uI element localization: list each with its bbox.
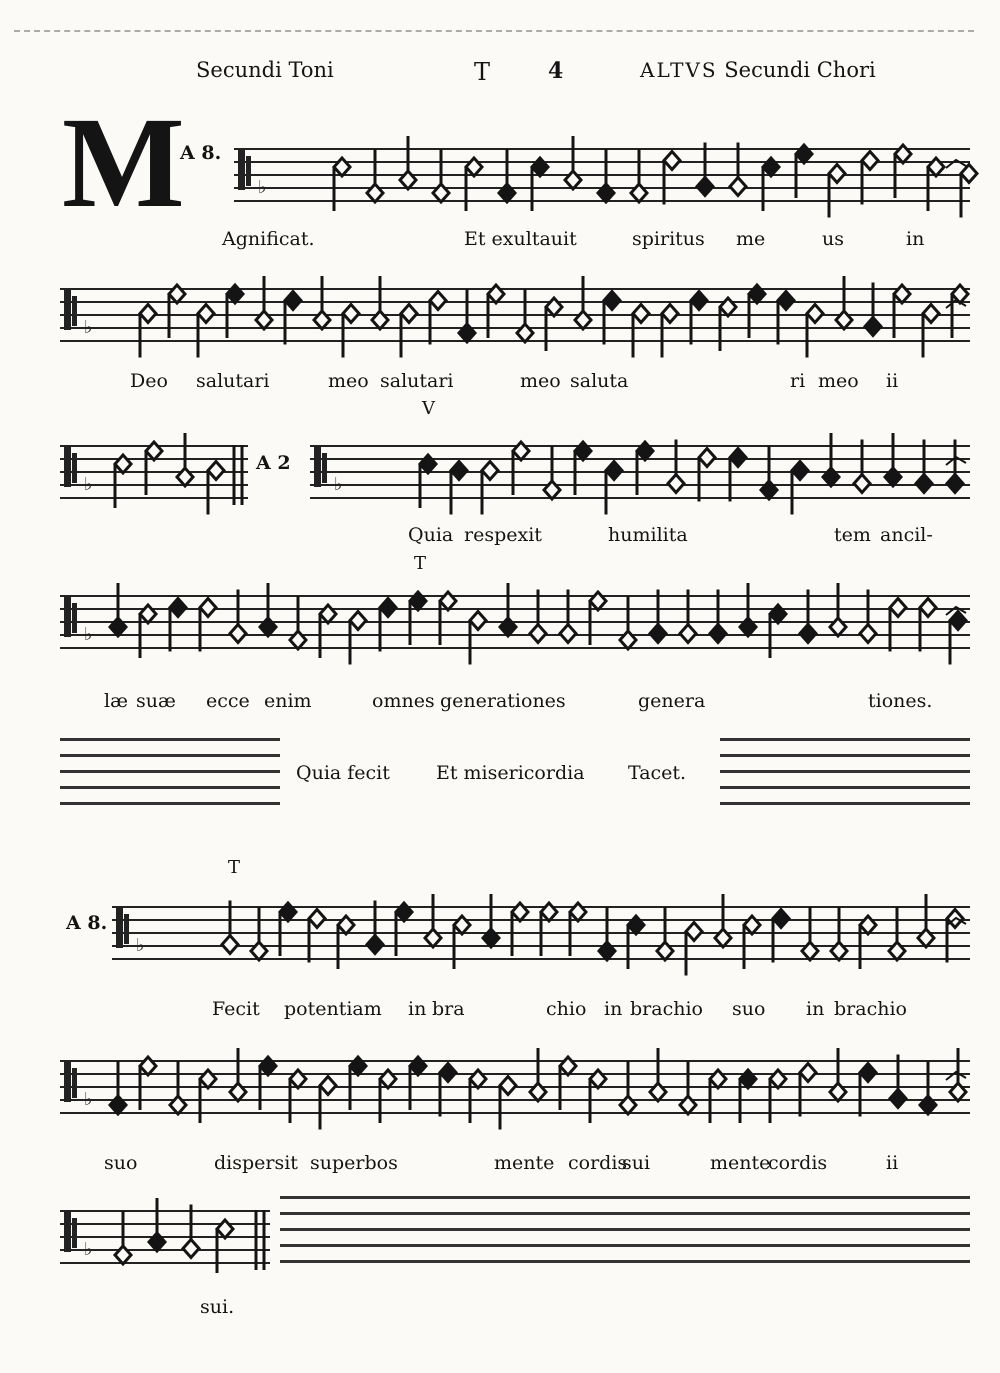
- open-note-icon: [230, 625, 246, 643]
- lyric: in: [906, 228, 925, 250]
- filled-note-icon: [280, 903, 296, 921]
- open-note-icon: [894, 285, 910, 303]
- lyric: in: [806, 998, 825, 1020]
- open-note-icon: [530, 625, 546, 643]
- open-note-icon: [425, 929, 441, 947]
- filled-note-icon: [763, 158, 779, 176]
- lyric: sui: [622, 1152, 651, 1174]
- tacet-lyric: Et misericordia: [436, 762, 585, 784]
- open-note-icon: [183, 1240, 199, 1258]
- open-note-icon: [720, 298, 736, 316]
- lyric: meo: [818, 370, 859, 392]
- tacet-mark: Tacet.: [628, 762, 687, 784]
- open-note-icon: [918, 929, 934, 947]
- open-note-icon: [631, 184, 647, 202]
- lyric: chio: [546, 998, 587, 1020]
- open-note-icon: [890, 599, 906, 617]
- open-note-icon: [544, 481, 560, 499]
- open-note-icon: [715, 929, 731, 947]
- staff-line-4: [60, 595, 970, 655]
- flat-icon: ♭: [136, 935, 145, 956]
- open-note-icon: [217, 1220, 233, 1238]
- clef-icon: [72, 453, 77, 483]
- staff-line-2: [60, 288, 970, 348]
- filled-note-icon: [604, 292, 620, 310]
- open-note-icon: [862, 152, 878, 170]
- lyric: suæ: [136, 690, 176, 712]
- open-note-icon: [744, 916, 760, 934]
- clef-icon: [64, 1062, 71, 1102]
- lyric: ancil-: [880, 524, 933, 546]
- open-note-icon: [115, 455, 131, 473]
- open-note-icon: [488, 285, 504, 303]
- open-note-icon: [770, 1070, 786, 1088]
- open-note-icon: [680, 1096, 696, 1114]
- open-note-icon: [146, 442, 162, 460]
- filled-note-icon: [710, 625, 726, 643]
- open-note-icon: [290, 1070, 306, 1088]
- notation-svg: [60, 1010, 970, 1170]
- clef-icon: [64, 290, 71, 330]
- open-note-icon: [140, 605, 156, 623]
- page-number: 4: [548, 58, 564, 84]
- open-note-icon: [860, 916, 876, 934]
- open-note-icon: [500, 1077, 516, 1095]
- clef-icon: [72, 603, 77, 633]
- filled-note-icon: [367, 936, 383, 954]
- filled-note-icon: [823, 468, 839, 486]
- open-note-icon: [314, 311, 330, 329]
- clef-icon: [238, 150, 245, 190]
- section-mark-t2: T: [228, 857, 241, 878]
- clef-icon: [64, 447, 71, 487]
- open-note-icon: [620, 631, 636, 649]
- filled-note-icon: [420, 455, 436, 473]
- flat-icon: ♭: [84, 1089, 93, 1110]
- notation-svg: [60, 545, 970, 705]
- notation-svg: [60, 1160, 270, 1320]
- filled-note-icon: [950, 612, 966, 630]
- filled-note-icon: [730, 449, 746, 467]
- staff-line-7: [60, 1210, 270, 1270]
- open-note-icon: [560, 1057, 576, 1075]
- open-note-icon: [170, 1096, 186, 1114]
- open-note-icon: [256, 311, 272, 329]
- tacet-staff-right: [720, 738, 970, 818]
- lyric: superbos: [310, 1152, 398, 1174]
- filled-note-icon: [350, 1057, 366, 1075]
- open-note-icon: [140, 305, 156, 323]
- open-note-icon: [807, 305, 823, 323]
- filled-note-icon: [800, 625, 816, 643]
- open-note-icon: [334, 158, 350, 176]
- choir-name: Secundi Chori: [724, 58, 876, 82]
- clef-icon: [72, 1218, 77, 1248]
- open-note-icon: [517, 324, 533, 342]
- lyric: ecce: [206, 690, 250, 712]
- open-note-icon: [590, 592, 606, 610]
- notation-svg: [60, 395, 248, 555]
- clef-icon: [72, 296, 77, 326]
- filled-note-icon: [410, 592, 426, 610]
- open-note-icon: [401, 305, 417, 323]
- lyric: in: [408, 998, 427, 1020]
- flat-icon: ♭: [84, 474, 93, 495]
- open-note-icon: [338, 916, 354, 934]
- filled-note-icon: [606, 462, 622, 480]
- filled-note-icon: [890, 1090, 906, 1108]
- tacet-staff-final: [280, 1196, 970, 1276]
- open-note-icon: [430, 292, 446, 310]
- open-note-icon: [920, 599, 936, 617]
- open-note-icon: [367, 184, 383, 202]
- open-note-icon: [513, 442, 529, 460]
- open-note-icon: [343, 305, 359, 323]
- lyric: dispersit: [214, 1152, 298, 1174]
- lyric: tem: [834, 524, 871, 546]
- open-note-icon: [664, 152, 680, 170]
- custos-icon: [946, 1072, 966, 1080]
- filled-note-icon: [285, 292, 301, 310]
- notation-svg: [234, 98, 970, 258]
- open-note-icon: [400, 171, 416, 189]
- custos-icon: [946, 160, 966, 168]
- open-note-icon: [200, 1070, 216, 1088]
- open-note-icon: [680, 625, 696, 643]
- filled-note-icon: [650, 625, 666, 643]
- open-note-icon: [570, 903, 586, 921]
- open-note-icon: [950, 1083, 966, 1101]
- filled-note-icon: [796, 145, 812, 163]
- filled-note-icon: [380, 599, 396, 617]
- lyric: meo: [328, 370, 369, 392]
- tacet-lyric: Quia fecit: [296, 762, 390, 784]
- open-note-icon: [530, 1083, 546, 1101]
- filled-note-icon: [749, 285, 765, 303]
- open-note-icon: [830, 1083, 846, 1101]
- filled-note-icon: [697, 178, 713, 196]
- filled-note-icon: [770, 605, 786, 623]
- open-note-icon: [470, 612, 486, 630]
- filled-note-icon: [260, 618, 276, 636]
- open-note-icon: [380, 1070, 396, 1088]
- lyric: sui.: [200, 1296, 235, 1318]
- lyric: mente: [494, 1152, 555, 1174]
- lyric: saluta: [570, 370, 629, 392]
- filled-note-icon: [149, 1233, 165, 1251]
- lyric: Deo: [130, 370, 168, 392]
- flat-icon: ♭: [84, 317, 93, 338]
- filled-note-icon: [860, 1064, 876, 1082]
- lyric: humilita: [608, 524, 688, 546]
- filled-note-icon: [740, 618, 756, 636]
- open-note-icon: [541, 903, 557, 921]
- clef-icon: [314, 447, 321, 487]
- lyric: bra: [432, 998, 465, 1020]
- open-note-icon: [546, 298, 562, 316]
- filled-note-icon: [459, 324, 475, 342]
- open-note-icon: [854, 475, 870, 493]
- voice-mark-3: A 8.: [66, 912, 108, 934]
- open-note-icon: [560, 625, 576, 643]
- filled-note-icon: [575, 442, 591, 460]
- filled-note-icon: [440, 1064, 456, 1082]
- filled-note-icon: [865, 318, 881, 336]
- open-note-icon: [575, 311, 591, 329]
- voice-name: ALTVS: [640, 58, 718, 82]
- voice-mark-2: A 2: [256, 452, 291, 474]
- filled-note-icon: [532, 158, 548, 176]
- lyric: salutari: [196, 370, 270, 392]
- lyric: salutari: [380, 370, 454, 392]
- open-note-icon: [889, 942, 905, 960]
- lyric: spiritus: [632, 228, 705, 250]
- open-note-icon: [208, 462, 224, 480]
- lyric: cordis: [568, 1152, 628, 1174]
- clef-icon: [116, 908, 123, 948]
- filled-note-icon: [691, 292, 707, 310]
- staff-line-3b: [310, 445, 970, 505]
- open-note-icon: [830, 618, 846, 636]
- open-note-icon: [200, 599, 216, 617]
- open-note-icon: [928, 158, 944, 176]
- open-note-icon: [802, 942, 818, 960]
- lyric: Quia: [408, 524, 454, 546]
- open-note-icon: [466, 158, 482, 176]
- filled-note-icon: [110, 618, 126, 636]
- open-note-icon: [309, 910, 325, 928]
- open-note-icon: [350, 612, 366, 630]
- lyric: Agnificat.: [222, 228, 315, 250]
- voice-mark-1: A 8.: [180, 142, 222, 164]
- lyric: brachio: [834, 998, 907, 1020]
- filled-note-icon: [920, 1096, 936, 1114]
- page-top-border: [14, 30, 974, 32]
- lyric: suo: [732, 998, 766, 1020]
- open-note-icon: [860, 625, 876, 643]
- lyric: genera: [638, 690, 706, 712]
- staff-line-5: [112, 906, 970, 966]
- filled-note-icon: [773, 910, 789, 928]
- open-note-icon: [590, 1070, 606, 1088]
- open-note-icon: [686, 923, 702, 941]
- lyric: us: [822, 228, 844, 250]
- clef-icon: [72, 1068, 77, 1098]
- clef-icon: [64, 597, 71, 637]
- open-note-icon: [169, 285, 185, 303]
- open-note-icon: [440, 592, 456, 610]
- staff-line-3a: [60, 445, 248, 505]
- open-note-icon: [320, 1077, 336, 1095]
- filled-note-icon: [451, 462, 467, 480]
- filled-note-icon: [260, 1057, 276, 1075]
- filled-note-icon: [916, 475, 932, 493]
- lyric: cordis: [768, 1152, 828, 1174]
- open-note-icon: [699, 449, 715, 467]
- flat-icon: ♭: [334, 474, 343, 495]
- filled-note-icon: [410, 1057, 426, 1075]
- filled-note-icon: [499, 184, 515, 202]
- lyric: læ: [104, 690, 128, 712]
- notation-svg: [112, 856, 970, 1016]
- filled-note-icon: [396, 903, 412, 921]
- open-note-icon: [320, 605, 336, 623]
- lyric: generationes: [440, 690, 566, 712]
- lyric: tiones.: [868, 690, 933, 712]
- open-note-icon: [620, 1096, 636, 1114]
- filled-note-icon: [885, 468, 901, 486]
- section-mark-t1: T: [414, 553, 427, 574]
- filled-note-icon: [740, 1070, 756, 1088]
- tone-title: Secundi Toni: [196, 58, 334, 82]
- open-note-icon: [730, 178, 746, 196]
- signature-letter: T: [474, 58, 491, 86]
- lyric: omnes: [372, 690, 435, 712]
- lyric: potentiam: [284, 998, 382, 1020]
- open-note-icon: [372, 311, 388, 329]
- section-mark-v: V: [422, 398, 435, 419]
- flat-icon: ♭: [84, 1239, 93, 1260]
- open-note-icon: [482, 462, 498, 480]
- open-note-icon: [290, 631, 306, 649]
- lyric: ri: [790, 370, 806, 392]
- open-note-icon: [961, 165, 977, 183]
- clef-icon: [246, 156, 251, 186]
- open-note-icon: [831, 942, 847, 960]
- lyric: respexit: [464, 524, 542, 546]
- filled-note-icon: [947, 475, 963, 493]
- open-note-icon: [454, 916, 470, 934]
- clef-icon: [64, 1212, 71, 1252]
- filled-note-icon: [598, 184, 614, 202]
- open-note-icon: [923, 305, 939, 323]
- open-note-icon: [222, 936, 238, 954]
- tacet-staff-left: [60, 738, 280, 818]
- clef-icon: [124, 914, 129, 944]
- lyric: ii: [886, 1152, 899, 1174]
- lyric: in: [604, 998, 623, 1020]
- open-note-icon: [657, 942, 673, 960]
- open-note-icon: [177, 468, 193, 486]
- lyric: suo: [104, 1152, 138, 1174]
- open-note-icon: [512, 903, 528, 921]
- open-note-icon: [251, 942, 267, 960]
- lyric: brachio: [630, 998, 703, 1020]
- flat-icon: ♭: [84, 624, 93, 645]
- filled-note-icon: [170, 599, 186, 617]
- filled-note-icon: [599, 942, 615, 960]
- initial-letter: M: [62, 91, 185, 235]
- open-note-icon: [836, 311, 852, 329]
- open-note-icon: [633, 305, 649, 323]
- open-note-icon: [433, 184, 449, 202]
- open-note-icon: [230, 1083, 246, 1101]
- open-note-icon: [470, 1070, 486, 1088]
- lyric: ii: [886, 370, 899, 392]
- staff-line-6: [60, 1060, 970, 1120]
- flat-icon: ♭: [258, 177, 267, 198]
- lyric: me: [736, 228, 766, 250]
- filled-note-icon: [500, 618, 516, 636]
- open-note-icon: [565, 171, 581, 189]
- lyric: enim: [264, 690, 312, 712]
- filled-note-icon: [792, 462, 808, 480]
- open-note-icon: [662, 305, 678, 323]
- filled-note-icon: [110, 1096, 126, 1114]
- voice-title: [640, 58, 876, 98]
- lyric: meo: [520, 370, 561, 392]
- filled-note-icon: [483, 929, 499, 947]
- open-note-icon: [829, 165, 845, 183]
- open-note-icon: [668, 475, 684, 493]
- open-note-icon: [140, 1057, 156, 1075]
- filled-note-icon: [637, 442, 653, 460]
- staff-line-1: [234, 148, 970, 208]
- open-note-icon: [710, 1070, 726, 1088]
- filled-note-icon: [628, 916, 644, 934]
- open-note-icon: [198, 305, 214, 323]
- clef-icon: [322, 453, 327, 483]
- filled-note-icon: [227, 285, 243, 303]
- open-note-icon: [895, 145, 911, 163]
- lyric: Et exultauit: [464, 228, 577, 250]
- filled-note-icon: [761, 481, 777, 499]
- lyric: Fecit: [212, 998, 260, 1020]
- open-note-icon: [800, 1064, 816, 1082]
- lyric: mente: [710, 1152, 771, 1174]
- filled-note-icon: [778, 292, 794, 310]
- open-note-icon: [650, 1083, 666, 1101]
- open-note-icon: [115, 1246, 131, 1264]
